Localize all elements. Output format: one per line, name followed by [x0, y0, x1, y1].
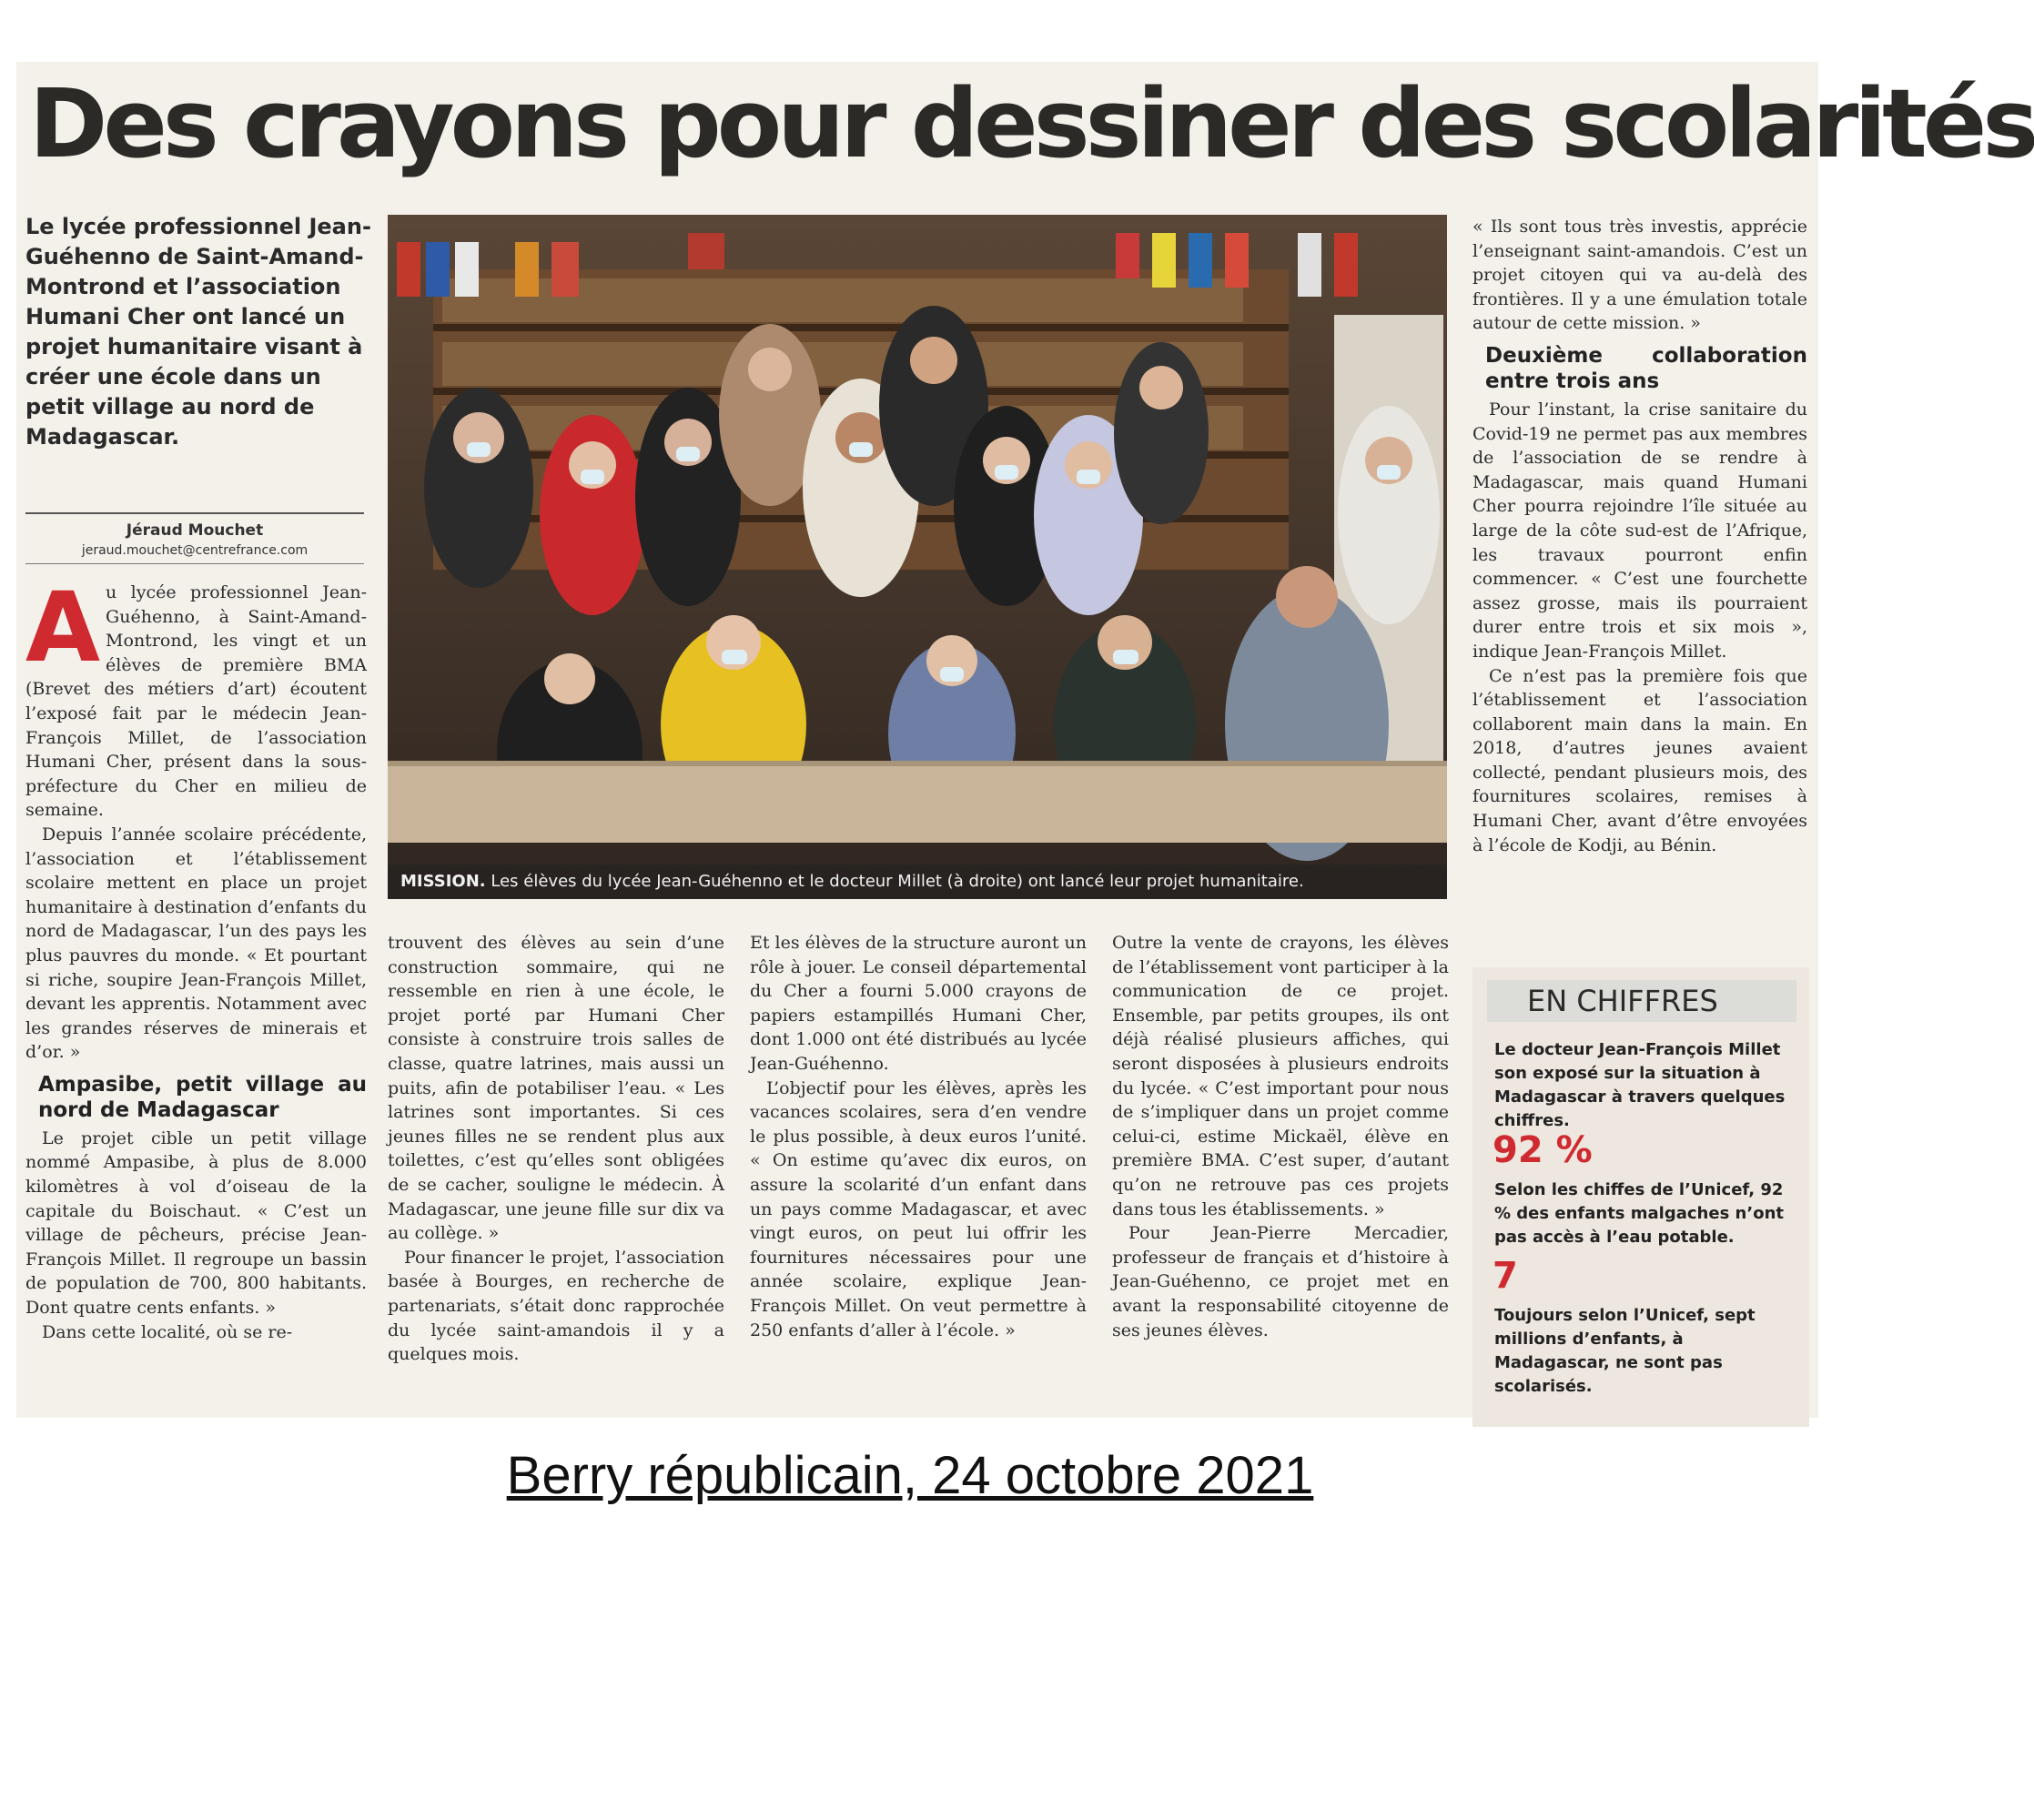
article-column-4	[1112, 931, 1449, 1342]
col1-paragraph-3: Le projet cible un petit village nommé Ampasibe, à plus de 8.000 kilomètres à vol d’oiseau de la capitale du Boischaut. « C’est un village de pêcheurs, précise Jean-François Millet. Il regroupe un bassin de population de 700, 800 habitants. Dont quatre cents enfants. »	[25, 1127, 367, 1319]
col5-subheading: Deuxième collaboration entre trois ans	[1485, 343, 1807, 393]
col5-paragraph-1: « Ils sont tous très investis, apprécie l’enseignant saint-amandois. C’est un projet citoyen qui va au-delà des frontières. Il y a une émulation totale autour de cette mission. »	[1472, 217, 1807, 334]
col4-paragraph-2: Pour Jean-Pierre Mercadier, professeur de français et d’histoire à Jean-Guéhenno, ce projet met en avant la responsabilité citoyenne de ses jeunes élèves.	[1112, 1223, 1449, 1340]
byline	[25, 512, 364, 564]
byline-author: Jéraud Mouchet	[126, 521, 264, 540]
col5-paragraph-2: Pour l’instant, la crise sanitaire du Covid-19 ne permet pas aux membres de l’association de se rendre à Madagascar, mais quand Humani Cher pourra rejoindre l’île située au large de la côte sud-est de l’Afrique, les travaux pourront enfin commencer. « C’est une fourchette assez grosse, mais ils pourraient durer entre trois et six mois », indique Jean-François Millet.	[1472, 399, 1807, 662]
col2-paragraph-2: Pour financer le projet, l’association basée à Bourges, en recherche de partenariats, s’était donc rapprochée du lycée saint-amandois il y a quelques mois.	[388, 1247, 724, 1365]
col1-subheading: Ampasibe, petit village au nord de Madagascar	[38, 1072, 367, 1122]
col5-paragraph-3: Ce n’est pas la première fois que l’établissement et l’association collaborent main dans la main. En 2018, d’autres jeunes avaient collecté, pendant plusieurs mois, des fournitures scolaires, remises à Humani Cher, avant d’être envoyées à l’école de Kodji, au Bénin.	[1472, 665, 1807, 855]
col1-paragraph-1: u lycée professionnel Jean-Guéhenno, à Saint-Amand-Montrond, les vingt et un élèves de première BMA (Brevet des métiers d’art) écoutent l’exposé fait par le médecin Jean-François Millet, de l’association Humani Cher, présent dans la sous-préfecture du Cher en milieu de semaine.	[25, 582, 367, 821]
article-column-5	[1472, 215, 1807, 857]
article-column-2	[388, 931, 724, 1367]
photo-caption	[388, 864, 1447, 899]
figure-1-value: 92 %	[1493, 1129, 1593, 1171]
dropcap-letter: A	[25, 571, 101, 683]
article-photo	[388, 215, 1447, 899]
article-column-3	[750, 931, 1087, 1342]
article-lead: Le lycée professionnel Jean-Guéhenno de Saint-Amand-Montrond et l’association Humani Cher ont lancé un projet humanitaire visant à créer une école dans un petit village au nord de Madagascar.	[25, 214, 371, 450]
article-column-1	[25, 571, 367, 1344]
col1-paragraph-2: Depuis l’année scolaire précédente, l’association et l’établissement scolaire mettent en place un projet humanitaire à destination d’enfants du nord de Madagascar, l’un des pays les plus pauvres du monde. « Et pourtant si riche, soupire Jean-François Millet, devant les apprentis. Notamment avec les grandes réserves de minerais et d’or. »	[25, 824, 367, 1063]
class-group-photo	[388, 215, 1447, 899]
figures-box	[1472, 967, 1809, 1427]
figure-2-value: 7	[1493, 1255, 1518, 1297]
col4-paragraph-1: Outre la vente de crayons, les élèves de l’établissement vont participer à la communication de ce projet. Ensemble, par petits groupes, ils ont déjà réalisé plusieurs affiches, qui seront disposées à plusieurs endroits du lycée. « C’est important pour nous de s’impliquer dans un projet comme celui-ci, estime Mickaël, élève en première BMA. C’est super, d’autant qu’on ne retrouve pas ces projets dans tous les établissements. »	[1112, 933, 1449, 1219]
source-citation: Berry républicain, 24 octobre 2021	[506, 1446, 1314, 1505]
col3-paragraph-2: L’objectif pour les élèves, après les vacances scolaires, sera d’en vendre le plus possible, à deux euros l’unité. « On estime qu’avec dix euros, on assure la scolarité d’un enfant dans un pays comme Madagascar, et avec vingt euros, on peut lui offrir les fournitures nécessaires pour une année scolaire, explique Jean-François Millet. On veut permettre à 250 enfants d’aller à l’école. »	[750, 1077, 1087, 1340]
figures-box-title: EN CHIFFRES	[1487, 980, 1796, 1022]
byline-email: jeraud.mouchet@centrefrance.com	[81, 543, 309, 558]
col2-paragraph-1: trouvent des élèves au sein d’une construction sommaire, qui ne ressemble en rien à une école, le projet porté par Humani Cher consiste à construire trois salles de classe, quatre latrines, mais aussi un puits, afin de potabiliser l’eau. « Les latrines sont importantes. Si ces jeunes filles ne se rendent plus aux toilettes, c’est qu’elles sont obligées de se cacher, souligne le médecin. À Madagascar, une jeune fille sur dix va au collège. »	[388, 933, 724, 1244]
article-headline: Des crayons pour dessiner des scolarités	[29, 68, 2034, 179]
caption-label: MISSION.	[400, 872, 486, 891]
col3-paragraph-1: Et les élèves de la structure auront un rôle à jouer. Le conseil départemental du Cher a fourni 5.000 crayons de papiers estampillés Humani Cher, dont 1.000 ont été distribués au lycée Jean-Guéhenno.	[750, 933, 1087, 1074]
figure-2-text: Toujours selon l’Unicef, sept millions d’enfants, à Madagascar, ne sont pas scolarisés.	[1494, 1306, 1756, 1396]
caption-text: Les élèves du lycée Jean-Guéhenno et le docteur Millet (à droite) ont lancé leur projet humanitaire.	[491, 872, 1304, 891]
newspaper-clipping	[16, 62, 2034, 1418]
col1-paragraph-4: Dans cette localité, où se re-	[42, 1321, 293, 1342]
figure-1-text: Selon les chiffes de l’Unicef, 92 % des enfants malgaches n’ont pas accès à l’eau potable.	[1494, 1180, 1784, 1247]
figures-intro: Le docteur Jean-François Millet son exposé sur la situation à Madagascar à travers quelques chiffres.	[1494, 1040, 1786, 1130]
